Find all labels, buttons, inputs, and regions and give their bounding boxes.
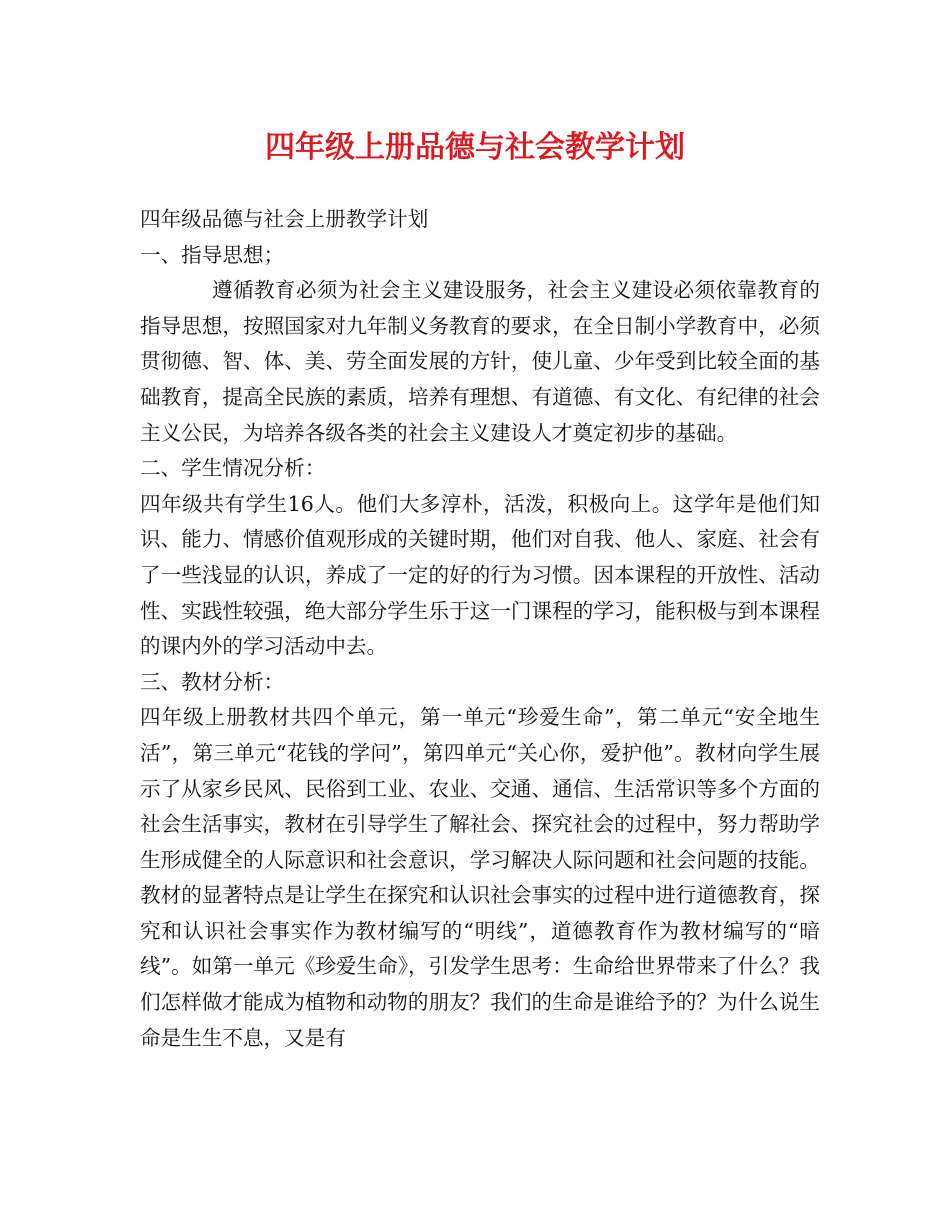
document-subtitle: 四年级品德与社会上册教学计划 <box>140 207 429 231</box>
section-heading-guiding-thought: 一、指导思想； <box>140 242 285 267</box>
section-heading-student-analysis: 二、学生情况分析： <box>140 456 326 481</box>
section-paragraph-guiding-thought: 遵循教育必须为社会主义建设服务，社会主义建设必须依靠教育的指导思想，按照国家对九年制义务教育的要求，在全日制小学教育中，必须贯彻德、智、体、美、劳全面发展的方针，使儿童、少年受到比较全面的基础教育，提高全民族的素质，培养有理想、有道德、有文化、有纪律的社会主义公民，为培养各级各类的社会主义建设人才奠定初步的基础。 <box>140 278 820 445</box>
section-paragraph-textbook-analysis: 四年级上册教材共四个单元，第一单元“珍爱生命”，第二单元“安全地生活”，第三单元“花钱的学问”，第四单元“关心你，爱护他”。教材向学生展示了从家乡民风、民俗到工业、农业、交通、通信、生活常识等多个方面的社会生活事实，教材在引导学生了解社会、探究社会的过程中，努力帮助学生形成健全的人际意识和社会意识，学习解决人际问题和社会问题的技能。教材的显著特点是让学生在探究和认识社会事实的过程中进行道德教育，探究和认识社会事实作为教材编写的“明线”，道德教育作为教材编写的“暗线”。如第一单元《珍爱生命》，引发学生思考：生命给世界带来了什么？我们怎样做才能成为植物和动物的朋友？我们的生命是谁给予的？为什么说生命是生生不息，又是有 <box>140 705 820 1050</box>
document-title: 四年级上册品德与社会教学计划 <box>265 130 685 165</box>
document-body <box>140 202 820 1056</box>
section-paragraph-student-analysis: 四年级共有学生16人。他们大多淳朴，活泼，积极向上。这学年是他们知识、能力、情感价值观形成的关键时期，他们对自我、他人、家庭、社会有了一些浅显的认识，养成了一定的好的行为习惯。因本课程的开放性、活动性、实践性较强，绝大部分学生乐于这一门课程的学习，能积极与到本课程的课内外的学习活动中去。 <box>140 491 820 659</box>
section-heading-textbook-analysis: 三、教材分析： <box>140 669 285 694</box>
